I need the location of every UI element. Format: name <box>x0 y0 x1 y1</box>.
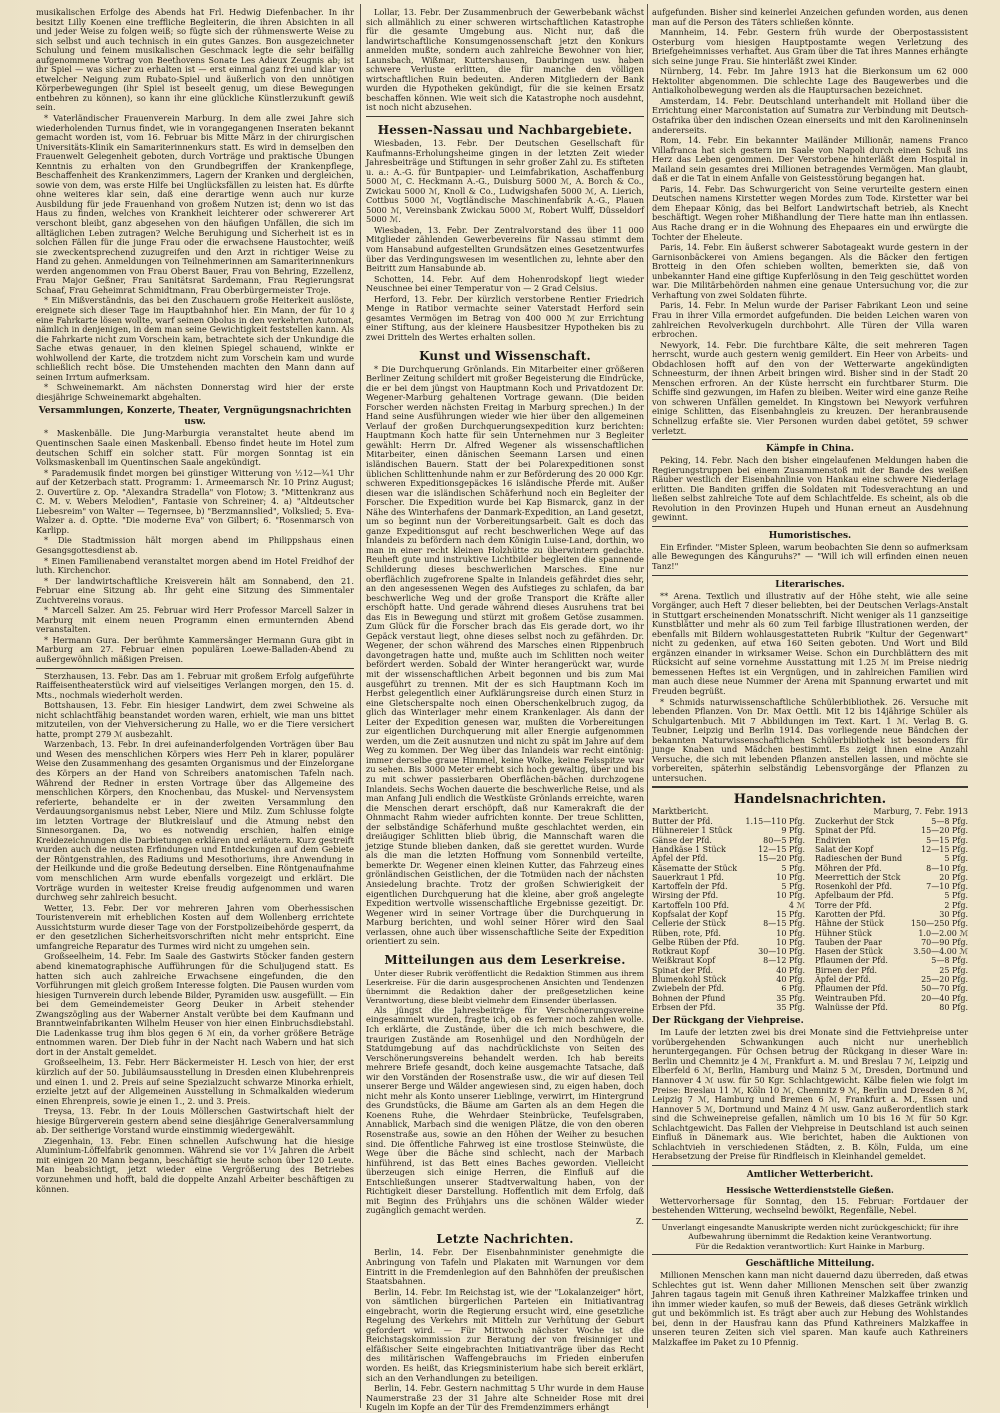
market-price: 10 Pfg. <box>776 937 805 947</box>
market-table <box>652 817 968 1012</box>
market-row <box>652 864 805 873</box>
article-text: Unter dieser Rubrik veröffentlicht die Redaktion Stimmen aus ihrem Leserkreise. Für die darin ausgesprochenen Ansichten und Tendenzen übernimmt die Redaktion daher der preßgesetzlichen keine Verantwortung, diese bleibt vielmehr dem Einsender überlassen. <box>366 968 644 1005</box>
article-text: Wettervorhersage für Sonntag, den 15. Februar: Fortdauer der bestehenden Witterung, wechselnd bewölkt, Regenfälle, Nebel. <box>652 1195 968 1216</box>
article-text: * Die Stadtmission hält morgen abend im Philippshaus einen Gesangsgottesdienst ab. <box>36 535 354 555</box>
market-price: 20—40 Pfg. <box>921 993 968 1003</box>
market-price: 12—15 Pfg. <box>921 844 968 854</box>
market-item: Äpfel der Pfd. <box>815 975 871 985</box>
market-price: 40 Pfg. <box>776 965 805 975</box>
market-price: 15—20 Pfg. <box>921 826 968 836</box>
market-price: 1.0—2.00 ℳ <box>918 928 968 938</box>
section-heading: Der Rückgang der Viehpreise. <box>652 1016 804 1027</box>
article-text: Treysa, 13. Febr. In der Louis Möllerschen Gastwirtschaft hielt der hiesige Bürgerverein gestern abend seine diesjährige Generalversammlung ab. Der seitherige Vorstand wurde einstimmig wiedergewählt. <box>36 1106 354 1136</box>
divider <box>652 1254 968 1255</box>
article-text: Paris, 14. Febr. Ein äußerst schwerer Sabotageakt wurde gestern in der Garnisonbäckerei von Amiens begangen. Als die Bäcker den fertigen Brotteig in den Ofen schieben wollten, bemerkten sie, daß von unbekannter Hand eine giftige Kupferlösung in den Teig geschüttet worden war. Die Militärbehörden nahmen eine genaue Untersuchung vor, die zur Verhaftung von zwei Soldaten führte. <box>652 242 968 300</box>
market-price: 8—15 Pfg. <box>763 919 805 929</box>
article-text: Herford, 13. Febr. Der kürzlich verstorbene Rentier Friedrich Menge in Ratibor vermachte seiner Vaterstadt Herford sein gesamtes Vermögen im Betrag von 400 000 ℳ zur Errichtung einer Stiftung, aus der kleinere Hausbesitzer Hypotheken bis zu zwei Dritteln des Wertes erhalten sollen. <box>366 293 644 342</box>
section-heading: Humoristisches. <box>768 530 852 541</box>
market-item: Pflaumen der Pfd. <box>815 956 888 966</box>
market-price: 50—70 Pfg. <box>921 984 968 994</box>
market-row <box>652 966 805 975</box>
market-item: Zwiebeln der Pfd. <box>652 984 725 994</box>
market-price: 20 Pfg. <box>939 872 968 882</box>
market-item: Birnen der Pfd. <box>815 965 878 975</box>
article-text: Wiesbaden, 13. Febr. Der Zentralvorstand des über 11 000 Mitglieder zählenden Gewerbevereins für Nassau stimmt dem vom Hansabund aufgestellten Grundsätzen eines Gesetzentwurfes über das Verdingungswesen im wesentlichen zu, lehnte aber den Beitritt zum Hansabunde ab. <box>366 224 644 274</box>
column-right <box>652 8 968 1406</box>
market-item: Hähne der Stück <box>815 919 884 929</box>
market-price: 5—8 Pfg. <box>931 817 968 827</box>
market-item: Salat der Kopf <box>815 844 874 854</box>
market-price: 25 Pfg. <box>939 965 968 975</box>
article-text: Schotten, 14. Febr. Auf dem Hohenrodskopf liegt wieder Neuschnee bei einer Temperatur von — 2 Grad Celsius. <box>366 273 644 294</box>
market-price: 5 Pfg. <box>781 863 805 873</box>
signature: Z. <box>635 1215 644 1226</box>
market-item: Hasen der Stück <box>815 947 883 957</box>
market-price: 7—10 Pfg. <box>926 882 968 892</box>
article-text: Sterzhausen, 13. Febr. Das am 1. Februar mit großem Erfolg aufgeführte Raiffeisentheaterstück wird auf vielseitiges Verlangen morgen, den 15. d. Mts., nochmals wiederholt werden. <box>36 670 354 700</box>
market-item: Wirsing der Pfd. <box>652 891 719 901</box>
market-price: 30—10 Pfg. <box>758 947 805 957</box>
market-price: 1.15—110 Pfg. <box>745 817 805 827</box>
market-row <box>815 854 968 863</box>
market-row <box>652 891 805 900</box>
column-rule <box>647 4 648 1408</box>
article-text: Rom, 14. Febr. Ein bekannter Mailänder Millionär, namens Franco Villafranca hat sich gestern im Saale von Napoli durch einen Schuß ins Herz das Leben genommen. Der Verstorbene hinterläßt dem Hospital in Mailand sein gesamtes drei Millionen betragendes Vermögen. Man glaubt, daß er die Tat in einem Anfalle von Geistesstörung begangen hat. <box>652 135 968 184</box>
market-row <box>815 882 968 891</box>
market-sub: Marktbericht. <box>652 807 709 817</box>
article-text: Ein Erfinder. "Mister Spleen, warum beobachten Sie denn so aufmerksam alle Bewegungen des Känguruhs?" — "Will ich will erfinden einen neuen Tanz!" <box>652 541 968 571</box>
market-row <box>652 994 805 1003</box>
market-price: 5—15 Pfg. <box>926 835 968 845</box>
divider <box>652 1165 968 1166</box>
article-text: Berlin, 14. Febr. Im Reichstag ist, wie der "Lokalanzeiger" hört, von sämtlichen bürgerlichen Parteien ein Initiativantrag eingebracht, worin die Regierung ersucht wird, eine gesetzliche Regelung des Verkehrs mit Mitteln zur Verhütung der Geburt gefordert wird. — Für Mittwoch nächster Woche ist die Reichstagskommission zur Beratung der von freisinniger und elfäßischer Seite eingebrachten Initiativanträge über das Recht des militärischen Waffengebrauchs im Frieden einberufen worden. Es heißt, das Kriegsministerium habe sich bereit erklärt, sich an den Verhandlungen zu beteiligen. <box>366 1286 644 1383</box>
divider <box>652 786 968 788</box>
divider <box>652 1219 968 1220</box>
market-price: 2 Pfg. <box>944 900 968 910</box>
market-price: 40 Pfg. <box>776 975 805 985</box>
market-item: Rüben, rote, Pfd. <box>652 928 721 938</box>
article-text: * Marcell Salzer. Am 25. Februar wird Herr Professor Marcell Salzer in Marburg mit einem neuen Programm einen ermunternden Abend veranstalten. <box>36 605 354 635</box>
article-text: Amsterdam, 14. Febr. Deutschland unterhandelt mit Holland über die Errichtung einer Marconistation auf Sumatra zur Verbindung mit Deutsch-Ostafrika über den indischen Ozean einerseits und mit den Karolineninseln andererseits. <box>652 95 968 135</box>
market-item: Endivien <box>815 835 851 845</box>
market-row <box>815 919 968 928</box>
market-row <box>652 845 805 854</box>
market-place: Marburg, 7. Febr. 1913 <box>873 807 968 817</box>
market-item: Rosenkohl der Pfd. <box>815 882 892 892</box>
market-row <box>652 938 805 947</box>
article-text: Großseelheim, 13. Febr. Herr Bäckermeister H. Lesch von hier, der erst kürzlich auf der 50. Jubiläumsausstellung in Dresden einen Klubehrenpreis und einen 1. und 2. Preis auf seine Spezialzucht schwarze Minorka erhielt, erzielte jetzt auf der Allgemeinen Ausstellung in Schmalkalden wiederum einen Ehrenpreis, sowie je einen 1., 2. und 3. Preis. <box>36 1057 354 1106</box>
article-text: Lollar, 13. Febr. Der Zusammenbruch der Gewerbebank wächst sich allmählich zu einer schweren wirtschaftlichen Katastrophe für die gesamte Umgebung aus. Nicht nur, daß die landwirtschaftliche Konsumgenossenschaft jetzt den Konkurs anmelden mußte, sondern auch zahlreiche Bewohner von hier, Launsbach, Wißmar, Kuttershausen, Daubringen usw. haben schwere Verluste erlitten, die für manche den völligen wirtschaftlichen Ruin bedeuten. Anderen Mitgliedern der Bank wurden die Hypotheken gekündigt, für die sie keinen Ersatz beschaffen können. Wie weit sich die Katastrophe noch ausdehnt, ist noch nicht abzusehen. <box>366 7 644 113</box>
market-row <box>815 845 968 854</box>
market-col-right <box>815 817 968 1012</box>
market-price: 10 Pfg. <box>776 928 805 938</box>
market-item: Spinat der Pfd. <box>652 965 714 975</box>
market-row <box>815 873 968 882</box>
market-row <box>815 994 968 1003</box>
market-price: 30 Pfg. <box>939 909 968 919</box>
market-item: Meerrettich der Stck <box>815 872 901 882</box>
market-row <box>652 956 805 965</box>
article-text: * Schmids naturwissenschaftliche Schülerbibliothek. 26. Versuche mit lebenden Pflanzen. Von Dr. Max Oettli. Mit 12 bis 14jährige Schüler als Schulgartenbuch. Mit 7 Abbildungen im Text. Kart. 1 ℳ. Verlag B. G. Teubner, Leipzig und Berlin 1914. Das vorliegende neue Bändchen der bekannten Naturwissenschaftlichen Schülerbibliothek ist besonders für junge Knaben und Mädchen bestimmt. Es zeigt ihnen eine Anzahl Versuche, die sich mit lebenden Pflanzen anstellen lassen, und möchte sie vorbereiten, späterhin selbständig Lebensvorgänge der Pflanzen zu untersuchen. <box>652 696 968 783</box>
article-text: musikalischen Erfolge des Abends hat Frl. Hedwig Diefenbacher. In ihr besitzt Lilly Koenen eine treffliche Begleiterin, die ihren Absichten in all und jeder Weise zu folgen weiß; so fügte sich der rühmenswerte Weise zu sich selbst und auch technisch in ein gutes Ganzes. Bon ausgezeichneter Schulung und feinem musikalischen Geschmack legte die sehr beifällig aufgenommene Vortrag von Beethovens Sonate Les Adieux Zeugnis ab; ist ihr Spiel — was sicher zu erhalten ist — erst einmal ganz frei und klar von etwelcher Neigung zum Rubato-Spiel und äußerlich von den unnötigen Körperbewegungen (ihr Spiel ist beseelt genug, um diese Bewegungen entbehren zu können), so kann ihr eine glückliche Künstlerzukunft gewiß sein. <box>36 7 354 113</box>
market-row <box>815 956 968 965</box>
market-row <box>815 826 968 835</box>
market-row <box>815 817 968 826</box>
article-text: Wetter, 13. Febr. Der vor mehreren Jahren vom Oberhessischen Touristenverein mit erheblichen Kosten auf dem Wollenberg errichtete Aussichtsturm wurde dieser Tage von der Forstpolizeibehörde gesperrt, da er den gesetzlichen Sicherheitsvorschriften nicht mehr entspricht. Eine umfangreiche Reparatur des Turmes wird nicht zu umgehen sein. <box>36 902 354 951</box>
market-row <box>815 966 968 975</box>
market-price: 4 ℳ <box>788 900 805 910</box>
article-text: * Die Durchquerung Grönlands. Ein Mitarbeiter einer größeren Berliner Zeitung schildert mit großer Begeisterung die Eindrücke, die er bei dem jüngst von Hauptmann Koch und Privatdozent Dr. Wegener-Marburg gehaltenen Vortrage gewann. (Die beiden Forscher werden nächsten Freitag in Marburg sprechen.) In der Hand seine Ausführungen wieder wie hier über den allgemeinen Verlauf der großen Durchquerungsexpedition kurz berichten: Hauptmann Koch hatte für sein Unternehmen nur 3 Begleiter gewählt: Herrn Dr. Alfred Wegener als wissenschaftlichen Mitarbeiter, einen dänischen Seemann Larsen und einen isländischen Bauern. Statt der bei Polarexpeditionen sonst üblichen Schlittenhunde nahm er zur Beförderung des 20 000 Kgr. schweren Expeditionsgepäckes 16 isländische Pferde mit. Außer diesen war die isländischen Schäferhund noch ein Begleiter der Forscher. Die Expedition wurde bei Kap Bismarck, ganz in der Nähe des Winterhafens der Danmark-Expedition, an Land gesetzt, um so beginnt nun der Vorbereitungsarbeit. Galt es doch das ganze Expeditionsgut auf recht beschwerlichen Wege auf das Inlandeis zu befördern nach dem Königin Luise-Land, dorthin, wo man in einer recht kleinen Holzhütte zu überwintern gedachte. Reuheft gute und instruktive Lichtbilder begleiten die spannende Schilderung dieses beschwerlichen Marsches. Eine nur oberflächlich zugefrorene Spalte in Inlandeis gefährdet dies sehr, an den angesessenen Wegen des Aufstieges zu schlafen, da bar beschwerliche Weg und der große Transport die Kräfte aller erschöpft hatte. Und gerade während dieses Ausruhens trat bei das Eis in Bewegung und stürzt mit großem Getöse zusammen. Zum Glück für die Forscher brach das Eis gerade dort, wo ihr Gepäck verstaut liegt, ohne dieses selbst noch zu gefährden. Dr. Wegener, der schon während des Marsches einen Rippenbruch davongetragen hatte und, mußte auch im Schlitten noch weiter befördert werden. Sobald der Winter herangerückt war, wurde mit der wissenschaftlichen Arbeit begonnen und bis zum Mai ausgeführt zu trennen. Mit der es sich Hauptmann Koch im Herbst gelegentlich einer Aufklärungsreise durch einen Sturz in eine Gletscherspalte noch einen Oberschenkelbruch zugog, da glich das Winterlager mehr einem Krankenlager. Als dann der Leiter der Expedition genesen war, mußten die Vorbereitungen zur eigentlichen Durchquerung mit aller Energie aufgenommen werden, um die Zeit ausnutzen und nicht zu spät im Jahre auf dem Weg zu kommen. Der Weg über das Inlandeis war recht eintönig: immer derselbe graue Himmel, keine Wolke, keine Felsspitze war zu sehen. Bis 3000 Meter erhebt sich hoch gewaltig, über und bis zu mit schwer passierbaren Oberflächen-bächen durchzogene Inlandeis. Sechs Wochen dauerte die beschwerliche Reise, und als man Anfang Juli endlich die Westküste Grönlands erreichte, waren die Menschen derart erschöpft, daß nur Kamerakraft die der Ohnmacht Rahm wieder aufrichten konnte. Der treue Schlitten, der selbständige Schäferhund mußte geschlachtet werden, ein dreiäugiger Schlitten blieb übrig, die Mannschaft waren die jetzige Stunde blieben danken, daß sie gerettet wurden. Wurde als die man die letzten Hoffnung vom Sonnenbild verteilte, bemerkte Dr. Wegener einen kleinen Kutter, das Fahrzeug eines grönländischen Geistlichen, der die Totmüden nach der nächsten Ansiedelung brachte. Trotz der großen Schwierigkeit der eigentlichen Durchquerung hat die kleine, aber groß angelegte Expedition wertvolle wissenschaftliche Ergebnisse gezeitigt. Dr. Wegener wird in seiner Vortrage über die Durchquerung in Marburg berichten, und wohl seiner Hörer wird den Saal verlassen, ohne auch über wissenschaftliche Seite der Expedition orientiert zu sein. <box>366 363 644 947</box>
market-row <box>815 975 968 984</box>
article-text: Im Laufe der letzten zwei bis drei Monate sind die Fettviehpreise unter vorübergehenden Schwankungen auch nicht nur unerheblich heruntergegangen. Für Ochsen betrug der Rückgang in dieser Ware in: Berlin und Chemnitz je 4 ℳ, Frankfurt a. M. und Breslau 7 ℳ, Leipzig und Elberfeld 6 ℳ, Berlin, Hamburg und Mainz 5 ℳ, Dresden, Dortmund und Hannover 4 ℳ usw. für 50 Kgr. Schlachtgewicht. Kälbe fielen wie folgt im Preise: Breslau 11 ℳ, Köln 10 ℳ, Chemnitz 9 ℳ, Berlin und Dresden 8 ℳ, Leipzig 7 ℳ, Hamburg und Bremen 6 ℳ, Frankfurt a. M., Essen und Hannover 5 ℳ, Dortmund und Mainz 4 ℳ usw. Ganz außerordentlich stark sind die Schweinepreise gefallen, nämlich um 10 bis 16 ℳ für 50 Kgr. Schlachtgewicht. Das Fallen der Viehpreise in Deutschland ist auch seinen Einfluß in Dänemark aus. Wie berichtet, haben die Auktionen von Schlachtvieh in verschiedenen Städten, z. B. Köln, Fulda, um eine Herabsetzung der Preise für Rindfleisch in Kleinhandel gemeldet. <box>652 1027 968 1162</box>
market-price: 35 Pfg. <box>776 993 805 1003</box>
market-item: Handkäse 1 Stück <box>652 844 726 854</box>
article-text: Ziegenhain, 13. Febr. Einen schnellen Aufschwung hat die hiesige Aluminium-Löffelfabrik genommen. Während sie vor 1¼ Jahren die Arbeit mit einigen 20 Mann begann, beschäftigt sie heute schon über 120 Leute. Man beabsichtigt, jetzt wieder eine Vergrößerung des Betriebes vorzunehmen und hofft, bald die doppelte Anzahl Arbeiter beschäftigen zu können. <box>36 1135 354 1194</box>
market-row <box>652 882 805 891</box>
article-text: Berlin, 14. Febr. Der Eisenbahnminister genehmigte die Anbringung von Tafeln und Plakaten mit Warnungen vor dem Eintritt in die Fremdenlegion auf den Bahnhöfen der preußischen Staatsbahnen. <box>366 1247 644 1287</box>
market-price: 15—20 Pfg. <box>758 854 805 864</box>
market-item: Torre der Pfd. <box>815 900 872 910</box>
market-item: Erbsen der Pfd. <box>652 1002 716 1012</box>
article-text: * Maskenbälle. Die Jung-Marburgia veranstaltet heute abend im Quentinschen Saale einen Maskenball. Ebenso findet heute im Hotel zum deutschen Schiff ein solcher statt. Für morgen Sonntag ist ein Volksmaskenball im Quentinschen Saale angekündigt. <box>36 428 354 468</box>
market-row <box>815 864 968 873</box>
article-text: * Einen Familienabend veranstaltet morgen abend im Hotel Freidhof der luth. Kirchenchor. <box>36 555 354 576</box>
section-heading: Hessen-Nassau und Nachbargebiete. <box>377 123 633 138</box>
section-heading: Versammlungen, Konzerte, Theater, Vergnügungsnachrichten usw. <box>38 406 352 428</box>
section-subheading: Hessische Wetterdienststelle Gießen. <box>726 1184 894 1195</box>
market-row <box>652 873 805 882</box>
market-price: 80—5 Pfg. <box>763 835 805 845</box>
market-row <box>652 854 805 863</box>
market-price: 5 Pfg. <box>944 891 968 901</box>
market-price: 3.50—4.00 ℳ <box>913 947 968 957</box>
market-row <box>815 938 968 947</box>
market-row <box>815 836 968 845</box>
market-row <box>652 836 805 845</box>
market-heading: Handelsnachrichten. <box>733 792 887 808</box>
market-item: Weintrauben Pfd. <box>815 993 886 1003</box>
article-text: Paris, 14. Febr. Das Schwurgericht von Seine verurteilte gestern einen Deutschen namens Kirstetter wegen Mordes zum Tode. Kirstetter war bei dem Ehepaar König, das bei Belfort Landwirtschaft betrieb, als Knecht beschäftigt. Wegen roher Mißhandlung der Tiere hatte man ihn entlassen. Aus Rache drang er in die Wohnung des Ehepaares ein und erwürgte die Tochter der Eheleute. <box>652 183 968 242</box>
divider <box>652 526 968 527</box>
article-text: Peking, 14. Febr. Nach den bisher eingelaufenen Meldungen haben die Regierungstruppen bei einem Zusammenstoß mit der Bande des weißen Räuber westlich der Eisenbahnlinie von Hankau eine schwere Niederlage erlitten. Die Banditen griffen die Soldaten mit Todesverachtung an und ließen selbst zahlreiche Tote auf dem Schlachtfelde. Es scheint, als ob die Revolution in den Provinzen Hupeh und Hunan erneut an Ausdehnung gewinnt. <box>652 455 968 523</box>
article-text: Warzenbach, 13. Febr. In drei aufeinanderfolgenden Vorträgen über Bau und Wesen des menschlichen Körpers wies Herr Peh in klarer, populärer Weise den Zusammenhang des gesamten Organismus und der Einzelorgane des Körpers an der Hand von Schreibers anatomischen Tafeln nach. Während der Redner in ersten Vortrage über das Allgemeine des menschlichen Körpers, den Knochenbau, das Muskel- und Nervensystem referierte, behandelte er in der zweiten Versammlung den Verdauungsorganismus nebst Leber, Niere und Milz. Zum Schlusse folgte im letzten Vortrage der Blutkreislauf und die Atmung nebst den Sinnesorganen. Da, wo es notwendig erschien, halfen einige Kreidezeichnungen die Darbietungen erklären und erläutern. Kurz gestreift wurden auch die neusten Erfindungen und Entdeckungen auf dem Gebiete der Röntgenstrahlen, des Radiums und Mesothoriums, ihre Anwendung in der Heilkunde und die große Bedeutung derselben. Eine Röntgenaufnahme vom menschlichen Arm wurde ebenfalls vorgezeigt und erklärt. Die Vorträge wurden in weitester Kreise freudig aufgenommen und waren durchweg sehr zahlreich besucht. <box>36 739 354 903</box>
market-item: Blumenkohl Stück <box>652 975 727 985</box>
article-text: * Ein Mißverständnis, das bei den Zuschauern große Heiterkeit auslöste, ereignete sich dieser Tage im Hauptbahnhof hier. Ein Mann, der für 10 ₰ eine Fahrkarte lösen wollte, warf seinen Obolus in den verkehrten Automat, nämlich in denjenigen, in dem man seine Gewichtigkeit feststellen kann. Als die Fahrkarte nicht zum Vorschein kam, betrachtete sich der Unkundige die Sache etwas genauer, in den kleinen Spiegel schauend, winkte er wohlwollend der Karte, die trotzdem nicht zum Vorschein kam und wurde schließlich recht böse. Die Umstehenden machten den Mann dann auf seinen Irrtum aufmerksam. <box>36 295 354 382</box>
notice-text: Unverlangt eingesandte Manuskripte werden nicht zurückgeschickt; für ihre Aufbewahrung übernimmt die Redaktion keine Verantwortung. <box>661 1223 959 1241</box>
market-item: Zuckerhut der Stck <box>815 817 894 827</box>
article-text: * Hermann Gura. Der berühmte Kammersänger Hermann Gura gibt in Marburg am 27. Februar einen populären Loewe-Balladen-Abend zu außergewöhnlich mäßigen Preisen. <box>36 634 354 664</box>
divider <box>366 116 644 117</box>
market-row <box>815 910 968 919</box>
market-item: Kopfsalat der Kopf <box>652 909 728 919</box>
market-row <box>652 910 805 919</box>
market-item: Sauerkraut 1 Pfd. <box>652 872 724 882</box>
market-item: Radieschen der Bund <box>815 854 903 864</box>
market-item: Möhren der Pfd. <box>815 863 882 873</box>
article-text: aufgefunden. Bisher sind keinerlei Anzeichen gefunden worden, aus denen man auf die Person des Täters schließen könnte. <box>652 7 968 27</box>
divider <box>652 439 968 440</box>
divider <box>652 575 968 576</box>
section-heading: Kämpfe in China. <box>766 444 854 455</box>
market-item: Cellerie der Stück <box>652 919 726 929</box>
column-rule <box>360 4 361 1408</box>
market-item: Gänse der Pfd. <box>652 835 712 845</box>
market-price: 10 Pfg. <box>776 891 805 901</box>
market-row <box>815 1003 968 1012</box>
article-text: Millionen Menschen kann man nicht dauernd dazu überreden, daß etwas Schlechtes gut ist. Wenn daher Millionen Menschen seit über zwanzig Jahren tagaus tagein mit Genuß ihren Kathreiner Malzkaffee trinken und ihn immer wieder kaufen, so muß der Beweis, daß dieses Getränk wirklich gut und bekömmlich ist. Es trägt aber auch zur Hebung des Wohlstandes bei, denn in der Hausfrau kann das Pfund Kathreiners Malzkaffee in unseren teuren Zeiten sich viel sparen. Man kaufe auch Kathreiners Malzkaffee im Paket zu 10 Pfennig. <box>652 1270 968 1347</box>
market-item: Bohnen der Pfund <box>652 993 726 1003</box>
market-row <box>652 975 805 984</box>
market-row <box>815 947 968 956</box>
market-row <box>652 826 805 835</box>
market-price: 8—10 Pfg. <box>926 863 968 873</box>
article-text: Bottshausen, 13. Febr. Ein hiesiger Landwirt, dem zwei Schweine als nicht schlachtfähig beanstandet worden waren, erhielt, wie man uns bittet mitzuteilen, von der Viehversicherung zu Halle, wo er die Tiere versichert hatte, prompt 279 ℳ ausbezahlt. <box>36 700 354 739</box>
section-heading: Letzte Nachrichten. <box>436 1232 574 1247</box>
market-row <box>652 929 805 938</box>
article-text: Newyork, 14. Febr. Die furchtbare Kälte, die seit mehreren Tagen herrscht, wurde auch gestern wenig gemildert. Ein Heer von Arbeits- und Obdachlosen hofft auf den von der Wetterwarte angekündigten Schneesturm, der ihnen Arbeit bringen wird. Bisher sind in der Stadt 20 Menschen erfroren. An der Küste herrscht ein furchtbarer Sturm. Die Schiffe sind gezwungen, im Hafen zu bleiben. Weiter wird eine ganze Reihe von schweren Unfällen gemeldet. In Kingstown bei Newyork verfuhren einige Schlitten, das Eisenbahngleis zu kreuzen. Der heranbrausende Schnellzug erfaßte sie. Vier Personen wurden dabei getötet, 59 schwer verletzt. <box>652 339 968 436</box>
article-text: * Vaterländischer Frauenverein Marburg. In dem alle zwei Jahre sich wiederholenden Turnus findet, wie in vorangegangenen Inseraten bekannt gemacht worden ist, vom 16. Februar bis Mitte März in der chirurgischen Universitäts-Klinik ein Samariterinnenkurs statt. Es wird in demselben den Frauenwelt Gelegenheit geboten, durch Vorträge und praktische Übungen Kenntnis zu erhalten von den Grundbegriffen der Krankenpflege, Beschaffenheit des Krankenzimmers, Lagern der Kranken und dergleichen, sowie von dem, was erste Hilfe bei Unglücksfällen zu leisten hat. Es dürfte ohne weiteres klar sein, daß eine derartige wenn auch nur kurze Ausbildung für jede Frauenhand von großem Nutzen ist; denn wo ist das Haus zu finden, welches von Krankheit leichterer oder schwererer Art verschont bleibt, ganz abgesehen von den häufigen Unfällen, die sich im alltäglichen Leben zutragen? Welche Beruhigung und Sicherheit ist es in solchen Fällen für die junge Frau oder die erwachsene Haustochter, weiß sie zweckentsprechend zuzugreifen und den Arzt in richtiger Weise zu Hand zu gehen. Anmeldungen von Teilnehmerinnen am Samariterinnenkurs werden angenommen von Frau Oberst Bauer, Frau von Behring, Ezzellenz, Frau Major Geßner, Frau Sanitätsrat Sardemann, Frau Regierungsrat Schaaf, Frau Geheimrat Schmidtmann, Frau Oberbürgermeister Troje. <box>36 113 354 295</box>
market-item: Hühner Stück <box>815 928 872 938</box>
market-row <box>815 901 968 910</box>
market-price: 10 Pfg. <box>776 872 805 882</box>
market-item: Kartoffeln der Pfd. <box>652 882 728 892</box>
market-item: Kartoffeln 100 Pfd. <box>652 900 730 910</box>
article-text: ** Arena. Textlich und illustrativ auf der Höhe steht, wie alle seine Vorgänger, auch Heft 7 dieser beliebten, bei der Deutschen Verlags-Anstalt in Stuttgart erscheinenden Monatsschrift. Nicht weniger als 11 ganzseitige Kunstblätter und mehr als 60 zum Teil farbige Illustrationen werden, der ebenfalls mit Bildern wohlausgestatteten Rubrik "Kultur der Gegenwart" nicht zu gedenken, auf etwa 160 Seiten geboten. Und Wort und Bild ergänzen einander in wirksamer Weise. Schon ein Durchblättern des mit Rücksicht auf seine vornehme Ausstattung mit 1.25 ℳ im Preise niedrig bemessenen Heftes ist ein Vergnügen, und in zahlreichen Familien wird man auch diese neue Nummer der Arena mit Spannung erwartet und mit Freuden begrüßt. <box>652 590 968 696</box>
market-price: 6 Pfg. <box>781 984 805 994</box>
market-price: 8—12 Pfg. <box>763 956 805 966</box>
market-price: 5 Pfg. <box>781 882 805 892</box>
editor-line: Für die Redaktion verantwortlich: Kurt Hainke in Marburg. <box>695 1242 925 1251</box>
market-row <box>652 984 805 993</box>
article-text: * Der landwirtschaftliche Kreisverein hält am Sonnabend, den 21. Februar eine Sitzung ab. Ihr geht eine Sitzung des Simmentaler Zuchtvereins voraus. <box>36 575 354 605</box>
market-item: Karotten der Pfd. <box>815 909 886 919</box>
market-item: Käsematte der Stück <box>652 863 738 873</box>
market-item: Äpfel der Pfd. <box>652 854 708 864</box>
market-item: Rotkraut Kopf <box>652 947 710 957</box>
article-text: * Schweinemarkt. Am nächsten Donnerstag wird hier der erste diesjährige Schweinemarkt abgehalten. <box>36 382 354 402</box>
article-text: Als jüngst die Jahresbeiträge für Verschönerungsvereine eingesammelt wurden, fragte ich, ob es ferner noch zahlen wolle. Ich erklärte, die Zustände, über die ich mich beschwere, die traurigen Zustände am Rosenhügel und den Nordhügeln der Statdumgebung auf das nachdrücklichste von Seiten des Verschönerungsvereins behandelt werden. Ich hab bereits mehrere Briefe gesandt, doch keine ausgemachte Tatsache, daß wir den Vorständen der Rosenstraße usw., die wir auf diesen Teil unserer Berge und Wälder angewiesen sind, zu eigen haben, doch nicht mehr als Konto unserer Lieblinge, verwirrt, im Hintergrund des Grundstücks, die Bäume am Garten als an dem Hegen die Koenens Ruhe, die Wehrdaer Steinbrücke, Teufelsgraben, Annablick, Marbach sind die wenigen Plätze, die von den oberen Rosenstraße aus, sowie an den Höhen der Weiher zu besuchen sind. Die öffentliche Fahrweg ist eine trostlose Steinwüste, die Wege über die Bäche sind schlecht, nach der Marbach hinführend, ist das Bett eines Baches geworden. Vielleicht überzeugen sich einige Herren, die Einfluß auf die Entschließungen unserer Stadtverwaltung haben, von der Richtigkeit dieser Darstellung. Hoffentlich mit dem Erfolg, daß mit Beginn des Frühjahrs uns die schönen Wälder wieder zugänglich gemacht werden. <box>366 1004 644 1216</box>
section-heading: Amtlicher Wetterbericht. <box>746 1169 874 1180</box>
market-item: Pflaumen der Pfd. <box>815 984 888 994</box>
market-item: Tauben der Paar <box>815 937 882 947</box>
market-row <box>652 919 805 928</box>
market-row <box>815 929 968 938</box>
article-text: Nürnberg, 14. Febr. Im Jahre 1913 hat die Bierkonsum um 62 000 Hektoliter abgenommen. Die schlechte Lage des Baugewerbes und die Antialkoholbewegung werden als die Hauptursachen bezeichnet. <box>652 66 968 96</box>
market-price: 70—90 Pfg. <box>921 937 968 947</box>
market-item: Weißkraut Kopf <box>652 956 716 966</box>
market-item: Walnüsse der Pfd. <box>815 1002 888 1012</box>
article-text: * Parademusik findet morgen bei günstiger Witterung von ½12—¾1 Uhr auf der Ketzerbach statt. Programm: 1. Armeemarsch Nr. 10 Prinz August; 2. Ouvertüre z. Op. "Alexandra Stradella" von Flotow; 3. "Mittenkranz aus C. M. v. Webers Melodien", Fantasie von Schreiner; 4. a) "Altdeutscher Liebesreim" von Walter — Tegernsee, b) "Berzmannslied", Volkslied; 5. Eva-Walzer a. d. Optte. "Die moderne Eva" von Gilbert; 6. "Rosenmarsch von Karlipp. <box>36 467 354 535</box>
market-price: 5—8 Pfg. <box>931 956 968 966</box>
market-col-left <box>652 817 805 1012</box>
market-row <box>815 984 968 993</box>
market-row <box>815 891 968 900</box>
market-price: 5 Pfg. <box>944 854 968 864</box>
market-row <box>652 947 805 956</box>
market-price: 35 Pfg. <box>776 1002 805 1012</box>
market-item: Hühnereier 1 Stück <box>652 826 733 836</box>
market-row <box>652 1003 805 1012</box>
market-row <box>652 901 805 910</box>
market-subheading <box>652 807 968 817</box>
market-item: Spinat der Pfd. <box>815 826 877 836</box>
market-price: 12—15 Pfg. <box>758 844 805 854</box>
divider <box>36 668 354 669</box>
market-price: 15 Pfg. <box>776 909 805 919</box>
market-price: 9 Pfg. <box>781 826 805 836</box>
market-item: Gelbe Rüben der Pfd. <box>652 937 740 947</box>
column-middle <box>366 7 644 1413</box>
market-item: Apfelbaum der Pfd. <box>815 891 894 901</box>
market-price: 80 Pfg. <box>939 1002 968 1012</box>
market-item: Butter der Pfd. <box>652 817 713 827</box>
market-price: 150—250 Pfg. <box>910 919 968 929</box>
market-price: 25—20 Pfg. <box>921 975 968 985</box>
section-heading: Kunst und Wissenschaft. <box>419 348 591 363</box>
section-heading: Mitteilungen aus dem Leserkreise. <box>384 952 626 967</box>
section-heading: Geschäftliche Mitteilung. <box>745 1259 875 1269</box>
column-left <box>36 8 354 1406</box>
article-text: Berlin, 14. Febr. Gestern nachmittag 5 Uhr wurde in dem Hause Naumerstraße 23 der 31 Jahre alte Schneider Rose mit drei Kugeln im Kopfe an der Tür des Fremdenzimmers erhängt <box>366 1383 644 1413</box>
market-row <box>652 817 805 826</box>
article-text: Wiesbaden, 13. Febr. Der Deutschen Gesellschaft für Kaufmanns-Erholungsheime gingen in der letzten Zeit wieder Jahresbeiträge und Stiftungen in sehr großer Zahl zu. Es stifteten u. a.: A.-G. für Buntpapier- und Leimfabrikation, Aschaffenburg 5000 ℳ, C. Heckmann A.-G., Duisburg 5000 ℳ, A. Borch & Co., Zwickau 5000 ℳ, Knoll & Co., Ludwigshafen 5000 ℳ, A. Lierich, Cottbus 5000 ℳ, Vogtländische Maschinenfabrik A.-G., Plauen 5000 ℳ, Vereinsbank Zwickau 5000 ℳ, Robert Wulff, Düsseldorf 5000 ℳ. <box>366 138 644 225</box>
article-text: Mannheim, 14. Febr. Gestern früh wurde der Oberpostassistent Osterburg vom hiesigen Hauptpostamte wegen Verletzung des Briefgeheimnisses verhaftet. Aus Gram über die Tat ihres Mannes erhängte sich seine junge Frau. Sie hinterläßt zwei Kinder. <box>652 27 968 66</box>
section-heading: Literarisches. <box>775 579 845 590</box>
article-text: Großseelheim, 14. Febr. Im Saale des Gastwirts Stöcker fanden gestern abend kinematographische Aufführungen für die Schuljugend statt. Es hatten sich auch zahlreiche Erwachsene eingefunden, die den Vorführungen mit gleich großem Interesse folgten. Die Pausen wurden vom hiesigen Turnverein durch lebende Bilder, Pyramiden usw. ausgefüllt. — Ein bei dem Gemeindemeister Georg Deuker in Arbeit stehender Zwangszögling aus der Waberner Anstalt verübte bei dem Kaufmann und Branntweinfabrikanten Wilhelm Heuser von hier einen Einbruchsdiebstahl. Die Ladenkasse trug ihm blos gegen 6 ℳ ein, da vorher größere Beträge entnommen waren. Der Dieb fuhr in der Nacht nach Wabern und hat sich dort in der Anstalt gemeldet. <box>36 951 354 1057</box>
article-text: Paris, 14. Febr. In Melun wurde der Pariser Fabrikant Leon und seine Frau in ihrer Villa ermordet aufgefunden. Die beiden Leichen waren von zahlreichen Revolverkugeln durchbohrt. Alle Türen der Villa waren erbrochen. <box>652 300 968 340</box>
